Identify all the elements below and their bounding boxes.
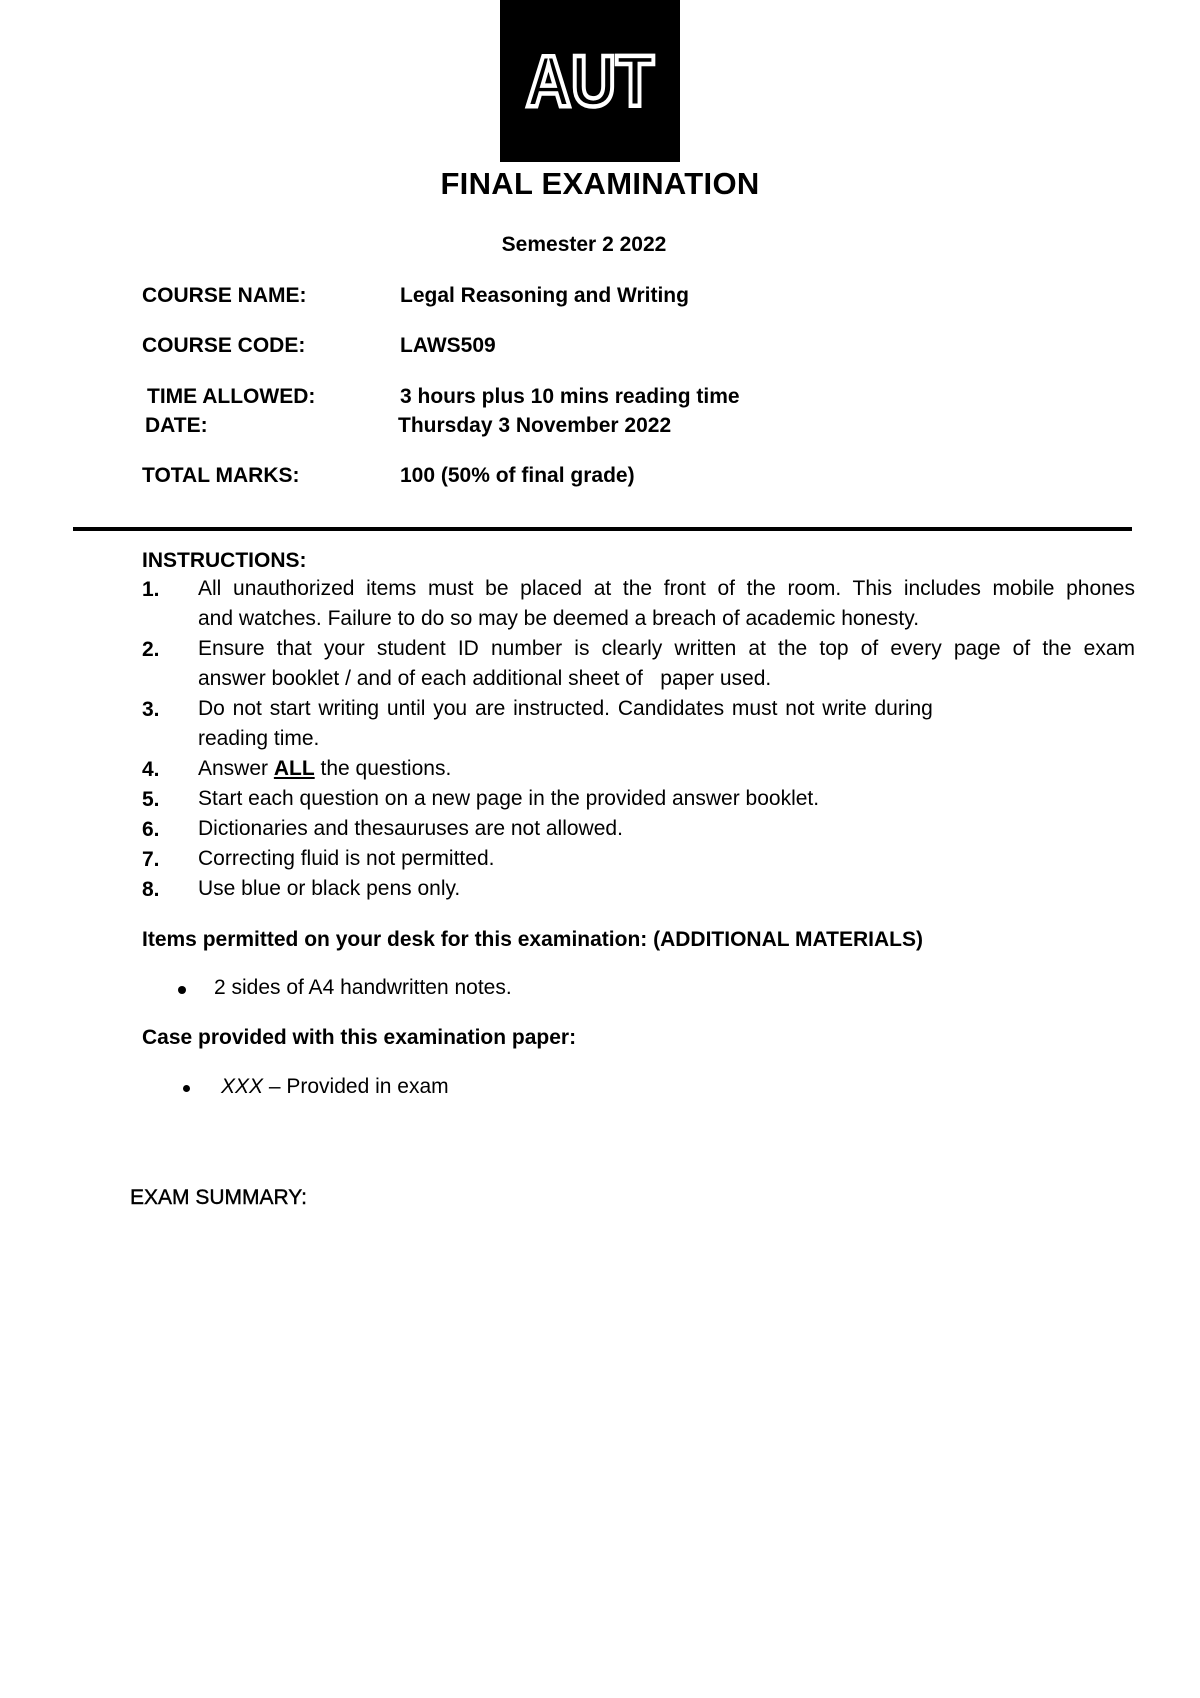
- svg-text:AUT: AUT: [526, 42, 655, 122]
- instruction-text: and watches. Failure to do so may be deemed a breach of academic honesty.: [198, 607, 920, 630]
- aut-logo: [500, 0, 680, 162]
- instruction-number: 1.: [142, 578, 160, 601]
- case-note: – Provided in exam: [263, 1075, 449, 1098]
- instruction-text: Use blue or black pens only.: [198, 877, 461, 900]
- instruction-number: 5.: [142, 788, 160, 811]
- course-code-label: COURSE CODE:: [142, 334, 306, 357]
- course-name-label: COURSE NAME:: [142, 284, 307, 307]
- instruction-text: answer booklet / and of each additional sheet of paper used.: [198, 667, 772, 690]
- time-allowed-value: 3 hours plus 10 mins reading time: [400, 385, 740, 408]
- case-heading: Case provided with this examination paper:: [142, 1026, 577, 1049]
- course-code-value: LAWS509: [400, 334, 496, 357]
- instruction-text: Dictionaries and thesauruses are not allowed.: [198, 817, 623, 840]
- instruction-text-post: the questions.: [314, 757, 452, 780]
- aut-logo-lettering: [521, 42, 659, 122]
- instruction-text: Ensure that your student ID number is clearly written at the top of every page of the exam: [198, 637, 1135, 660]
- bullet-icon: [178, 986, 186, 994]
- instruction-text: Start each question on a new page in the provided answer booklet.: [198, 787, 820, 810]
- date-value: Thursday 3 November 2022: [398, 414, 672, 437]
- exam-summary-heading: EXAM SUMMARY:: [130, 1186, 307, 1209]
- case-item: [221, 1075, 449, 1099]
- instruction-text: Do not start writing until you are instructed. Candidates must not write during: [198, 697, 933, 720]
- materials-item: 2 sides of A4 handwritten notes.: [214, 976, 512, 999]
- case-name: XXX: [221, 1075, 264, 1098]
- bullet-icon: [183, 1085, 190, 1092]
- instruction-number: 7.: [142, 848, 160, 871]
- instruction-text: [198, 754, 1135, 784]
- exam-title: FINAL EXAMINATION: [440, 166, 760, 201]
- instruction-number: 3.: [142, 698, 160, 721]
- instruction-text: reading time.: [198, 727, 320, 750]
- total-marks-value: 100 (50% of final grade): [400, 464, 635, 487]
- semester-label: Semester 2 2022: [501, 233, 667, 256]
- instruction-number: 4.: [142, 758, 160, 781]
- instruction-number: 2.: [142, 638, 160, 661]
- instructions-heading: INSTRUCTIONS:: [142, 549, 307, 572]
- instruction-text-pre: Answer: [198, 757, 274, 780]
- materials-heading: Items permitted on your desk for this examination: (ADDITIONAL MATERIALS): [142, 928, 923, 951]
- header-divider: [73, 527, 1132, 531]
- date-label: DATE:: [145, 414, 208, 437]
- time-allowed-label: TIME ALLOWED:: [147, 385, 316, 408]
- instruction-text: All unauthorized items must be placed at the front of the room. This includes mobile phones: [198, 577, 1135, 600]
- total-marks-label: TOTAL MARKS:: [142, 464, 300, 487]
- instruction-emphasis: ALL: [273, 757, 315, 780]
- instruction-number: 8.: [142, 878, 160, 901]
- instruction-text: Correcting fluid is not permitted.: [198, 847, 495, 870]
- course-name-value: Legal Reasoning and Writing: [400, 284, 689, 307]
- instruction-number: 6.: [142, 818, 160, 841]
